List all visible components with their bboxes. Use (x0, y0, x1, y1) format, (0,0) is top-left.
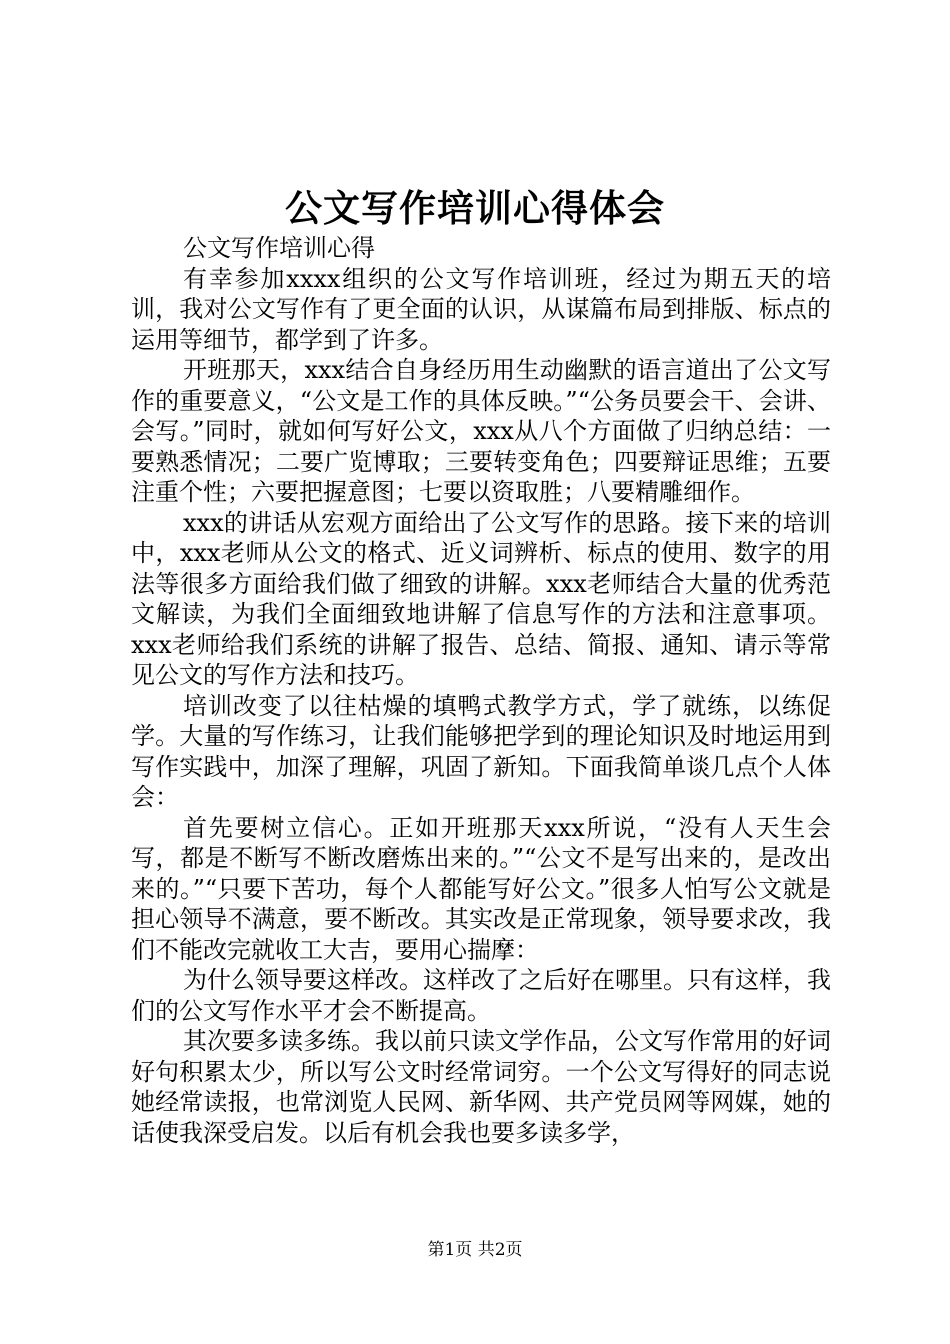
paragraph: 开班那天，xxx结合自身经历用生动幽默的语言道出了公文写作的重要意义，“公文是工作的具体反映。”“公务员要会干、会讲、会写。”同时，就如何写好公文，xxx从八个方面做了归纳总结：一要熟悉情况；二要广览博取；三要转变角色；四要辩证思维；五要注重个性；六要把握意图；七要以资取胜；八要精雕细作。 (131, 356, 831, 506)
paragraph: 有幸参加xxxx组织的公文写作培训班，经过为期五天的培训，我对公文写作有了更全面的认识，从谋篇布局到排版、标点的运用等细节，都学到了许多。 (131, 264, 831, 354)
paragraph: 其次要多读多练。我以前只读文学作品，公文写作常用的好词好句积累太少，所以写公文时经常词穷。一个公文写得好的同志说她经常读报，也常浏览人民网、新华网、共产党员网等网媒，她的话使我深受启发。以后有机会我也要多读多学， (131, 1027, 831, 1147)
document-title: 公文写作培训心得体会 (285, 186, 665, 230)
paragraph: 为什么领导要这样改。这样改了之后好在哪里。只有这样，我们的公文写作水平才会不断提高。 (131, 966, 831, 1025)
document-body (131, 233, 831, 1148)
paragraph: 培训改变了以往枯燥的填鸭式教学方式，学了就练，以练促学。大量的写作练习，让我们能够把学到的理论知识及时地运用到写作实践中，加深了理解，巩固了新知。下面我简单谈几点个人体会： (131, 691, 831, 811)
paragraph: xxx的讲话从宏观方面给出了公文写作的思路。接下来的培训中，xxx老师从公文的格式、近义词辨析、标点的使用、数字的用法等很多方面给我们做了细致的讲解。xxx老师结合大量的优秀范文解读，为我们全面细致地讲解了信息写作的方法和注意事项。xxx老师给我们系统的讲解了报告、总结、简报、通知、请示等常见公文的写作方法和技巧。 (131, 508, 831, 689)
paragraph-subtitle: 公文写作培训心得 (183, 234, 375, 262)
paragraph: 首先要树立信心。正如开班那天xxx所说，“没有人天生会写，都是不断写不断改磨炼出来的。”“公文不是写出来的，是改出来的。”“只要下苦功，每个人都能写好公文。”很多人怕写公文就是担心领导不满意，要不断改。其实改是正常现象，领导要求改，我们不能改完就收工大吉，要用心揣摩： (131, 813, 831, 964)
page-number-footer: 第1页 共2页 (427, 1240, 523, 1260)
